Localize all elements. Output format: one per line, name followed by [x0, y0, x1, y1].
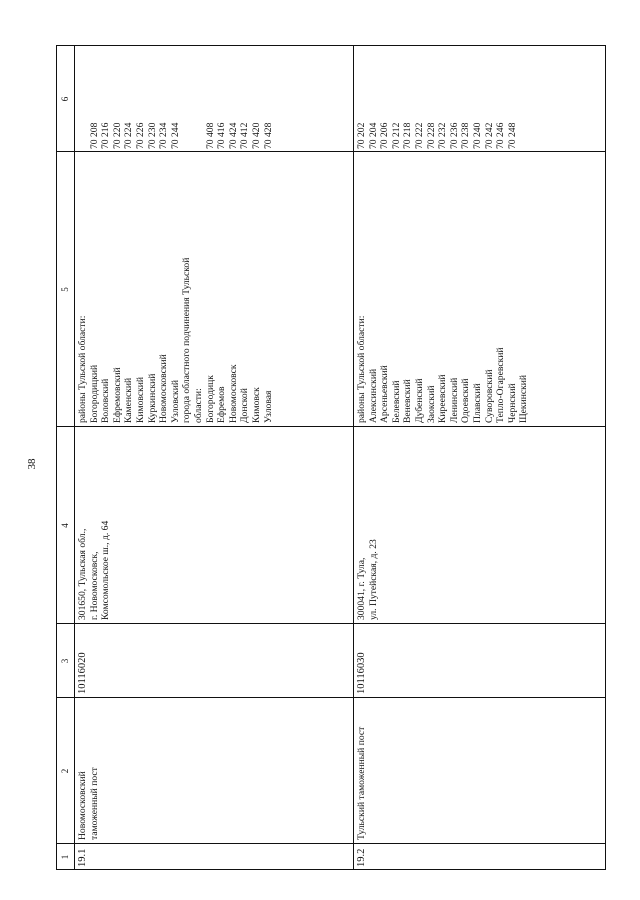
region-line: Донской: [239, 388, 251, 423]
region-list: [356, 316, 530, 423]
region-line: Белевский: [390, 380, 402, 423]
row-number: 19.2: [356, 848, 367, 867]
region-line: области:: [192, 388, 204, 423]
region-line: Ефремовский: [111, 367, 123, 423]
region-line: Узловая: [262, 390, 274, 423]
region-line: Узловский: [169, 380, 181, 423]
region-line: Новомосковский: [158, 354, 170, 423]
customs-posts-table: [56, 45, 606, 870]
region-line: Заокский: [425, 385, 437, 423]
post-address: [77, 521, 112, 620]
region-line: районы Тульской области:: [356, 315, 367, 423]
region-line: Новомосковск: [227, 364, 239, 423]
okato-line: 70 232: [437, 122, 449, 149]
row-number: 19.1: [77, 848, 88, 867]
okato-line: [181, 123, 193, 149]
okato-line: 70 240: [471, 122, 483, 149]
okato-line: 70 416: [216, 122, 228, 149]
okato-line: 70 244: [169, 122, 181, 149]
column-divider: [56, 843, 606, 844]
column-divider: [56, 697, 606, 698]
column-divider: [56, 623, 606, 624]
okato-line: 70 248: [506, 122, 518, 149]
okato-list: [77, 123, 274, 149]
okato-line: 70 224: [123, 122, 135, 149]
column-header-1: 1: [60, 854, 70, 860]
table-border-bottom: [605, 45, 606, 870]
okato-line: [193, 123, 205, 149]
row-separator: [353, 45, 354, 870]
region-line: Плавский: [471, 383, 483, 423]
address-line: г. Новомосковск,: [88, 551, 100, 620]
region-line: Веневский: [402, 379, 414, 423]
post-name-line: таможенный пост: [88, 767, 100, 840]
okato-line: 70 230: [146, 122, 158, 149]
region-line: Киреевский: [437, 374, 449, 423]
address-line: ул. Путейская, д. 23: [367, 539, 379, 620]
region-line: Чернский: [506, 383, 518, 423]
okato-line: 70 202: [356, 122, 367, 149]
region-line: Кимовский: [134, 376, 146, 423]
table-border-left: [56, 869, 606, 870]
post-address: [356, 539, 379, 620]
okato-line: 70 208: [88, 122, 100, 149]
header-separator: [74, 45, 75, 870]
column-header-4: 4: [60, 523, 70, 528]
column-header-5: 5: [60, 287, 70, 292]
page-number: 38: [26, 458, 38, 470]
post-code: 10116030: [356, 652, 367, 694]
okato-line: 70 228: [425, 122, 437, 149]
region-line: Богородицк: [204, 375, 216, 423]
okato-line: 70 220: [111, 122, 123, 149]
region-line: Суворовский: [483, 369, 495, 423]
post-name-line: Тульский таможенный пост: [356, 726, 367, 840]
region-line: Ленинский: [448, 377, 460, 423]
okato-line: 70 236: [448, 122, 460, 149]
okato-list: [356, 123, 518, 149]
okato-line: 70 212: [390, 122, 402, 149]
okato-line: 70 424: [227, 122, 239, 149]
region-line: Ефремов: [216, 386, 228, 423]
region-list: [77, 258, 274, 423]
column-header-2: 2: [60, 768, 70, 774]
region-line: Богородицкий: [88, 364, 100, 423]
okato-line: 70 420: [250, 122, 262, 149]
okato-line: 70 204: [367, 122, 379, 149]
post-name: [77, 767, 100, 840]
okato-line: [77, 123, 89, 149]
post-name-line: Новомосковский: [77, 771, 88, 840]
post-code: 10116020: [77, 652, 88, 694]
okato-line: 70 234: [158, 122, 170, 149]
column-header-3: 3: [60, 658, 70, 664]
column-divider: [56, 151, 606, 152]
region-line: Тепло-Огаревский: [495, 347, 507, 423]
column-header-6: 6: [60, 96, 70, 102]
okato-line: 70 246: [495, 122, 507, 149]
okato-line: 70 206: [379, 122, 391, 149]
region-line: Кимовск: [250, 387, 262, 423]
region-line: районы Тульской области:: [77, 315, 88, 423]
region-line: Арсеньевский: [379, 365, 391, 423]
okato-line: 70 412: [239, 122, 251, 149]
table-border-right: [56, 45, 606, 46]
post-name: [356, 727, 368, 840]
okato-line: 70 226: [134, 122, 146, 149]
address-line: 300041, г. Тула,: [356, 557, 367, 620]
address-line: Комсомольское ш., д. 64: [100, 520, 112, 620]
okato-line: 70 408: [204, 122, 216, 149]
okato-line: 70 428: [262, 122, 274, 149]
okato-line: 70 242: [483, 122, 495, 149]
okato-line: 70 218: [402, 122, 414, 149]
address-line: 301650, Тульская обл.,: [77, 528, 88, 620]
region-line: Алексинский: [367, 368, 379, 423]
region-line: Щекинский: [518, 374, 530, 423]
region-line: Каменский: [123, 377, 135, 423]
region-line: Одоевский: [460, 378, 472, 423]
okato-line: 70 238: [460, 122, 472, 149]
region-line: города областного подчинения Тульской: [181, 257, 193, 423]
region-line: Куркинский: [146, 373, 158, 423]
okato-line: 70 222: [413, 122, 425, 149]
region-line: Воловский: [100, 378, 112, 423]
column-divider: [56, 426, 606, 427]
okato-line: 70 216: [100, 122, 112, 149]
region-line: Дубенский: [413, 378, 425, 423]
